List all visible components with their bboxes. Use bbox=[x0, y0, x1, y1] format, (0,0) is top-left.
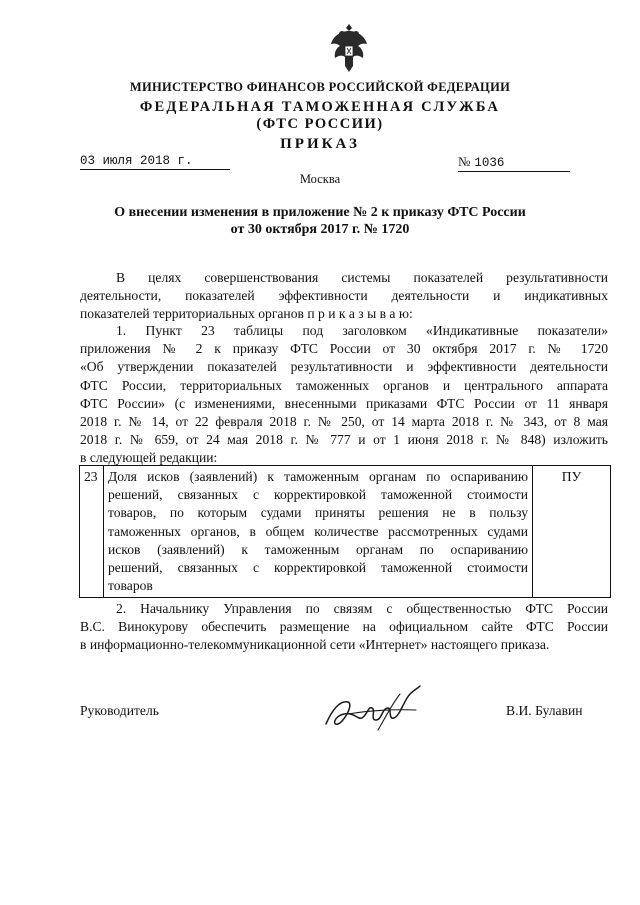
text-line: ФТС России» (с изменениями, внесенными приказами ФТС России от 11 января bbox=[80, 395, 608, 411]
signatory-role: Руководитель bbox=[80, 703, 159, 718]
service-short-name: (ФТС РОССИИ) bbox=[256, 116, 384, 132]
text-line: таможенных органов, в общем количестве рассмотренных судами bbox=[108, 523, 528, 539]
text-line: приложения № 2 к приказу ФТС России от 30 октября 2017 г. № 1720 bbox=[80, 341, 608, 357]
indicator-table bbox=[79, 465, 611, 598]
document-title-line-1: О внесении изменения в приложение № 2 к приказу ФТС России bbox=[114, 205, 526, 220]
table-cell-number: 23 bbox=[80, 466, 104, 598]
text-line: «Об утверждении показателей результативности и эффективности деятельности bbox=[80, 359, 608, 375]
order-number-field bbox=[458, 154, 570, 172]
document-title-line-2: от 30 октября 2017 г. № 1720 bbox=[230, 222, 410, 237]
text-line: показателей территориальных органов п р и к а з ы в а ю: bbox=[80, 306, 413, 322]
paragraph-item-2 bbox=[80, 600, 608, 655]
text-line: В целях совершенствования системы показателей результативности bbox=[116, 270, 608, 285]
table-cell-code: ПУ bbox=[533, 466, 611, 598]
text-line: товаров, по которым судами приняты решения не в пользу bbox=[108, 505, 528, 521]
order-number-label: № bbox=[458, 154, 471, 169]
order-number: 1036 bbox=[474, 156, 505, 170]
handwritten-signature-icon bbox=[318, 680, 424, 736]
text-line: исков (заявлений) к таможенным органам по оспариванию bbox=[108, 541, 528, 557]
text-line: 2. Начальнику Управления по связям с общественностью ФТС России bbox=[116, 601, 608, 616]
signatory-name: В.И. Булавин bbox=[506, 703, 583, 718]
table-row bbox=[80, 466, 611, 598]
text-line: в следующей редакции: bbox=[80, 450, 218, 466]
document-type: ПРИКАЗ bbox=[280, 136, 360, 152]
service-name: ФЕДЕРАЛЬНАЯ ТАМОЖЕННАЯ СЛУЖБА bbox=[139, 99, 501, 115]
text-line: 1. Пункт 23 таблицы под заголовком «Индикативные показатели» bbox=[116, 323, 608, 338]
text-line: ФТС России, территориальных таможенных органов и центрального аппарата bbox=[80, 377, 608, 393]
ministry-name: МИНИСТЕРСТВО ФИНАНСОВ РОССИЙСКОЙ ФЕДЕРАЦИИ bbox=[129, 80, 511, 94]
text-line: решений, связанных с корректировкой таможенной стоимости bbox=[108, 559, 528, 575]
paragraph-preamble bbox=[80, 269, 608, 324]
paragraph-item-1 bbox=[80, 322, 608, 468]
text-line: в информационно-телекоммуникационной сети «Интернет» настоящего приказа. bbox=[80, 637, 550, 653]
text-line: Доля исков (заявлений) к таможенным органам по оспариванию bbox=[108, 469, 528, 484]
text-line: 2018 г. № 14, от 22 февраля 2018 г. № 250, от 14 марта 2018 г. № 343, от 8 мая bbox=[80, 413, 608, 429]
text-line: деятельности, показателей эффективности деятельности и индикативных bbox=[80, 288, 608, 304]
coat-of-arms-icon bbox=[327, 22, 371, 74]
text-line: решений, связанных с корректировкой таможенной стоимости bbox=[108, 487, 528, 503]
text-line: 2018 г. № 659, от 24 мая 2018 г. № 777 и от 1 июня 2018 г. № 848) изложить bbox=[80, 432, 608, 448]
city: Москва bbox=[299, 172, 341, 186]
table-cell-indicator bbox=[104, 466, 533, 598]
order-date: 03 июля 2018 г. bbox=[80, 154, 230, 170]
text-line: товаров bbox=[108, 578, 153, 594]
text-line: В.С. Винокурову обеспечить размещение на официальном сайте ФТС России bbox=[80, 619, 608, 635]
